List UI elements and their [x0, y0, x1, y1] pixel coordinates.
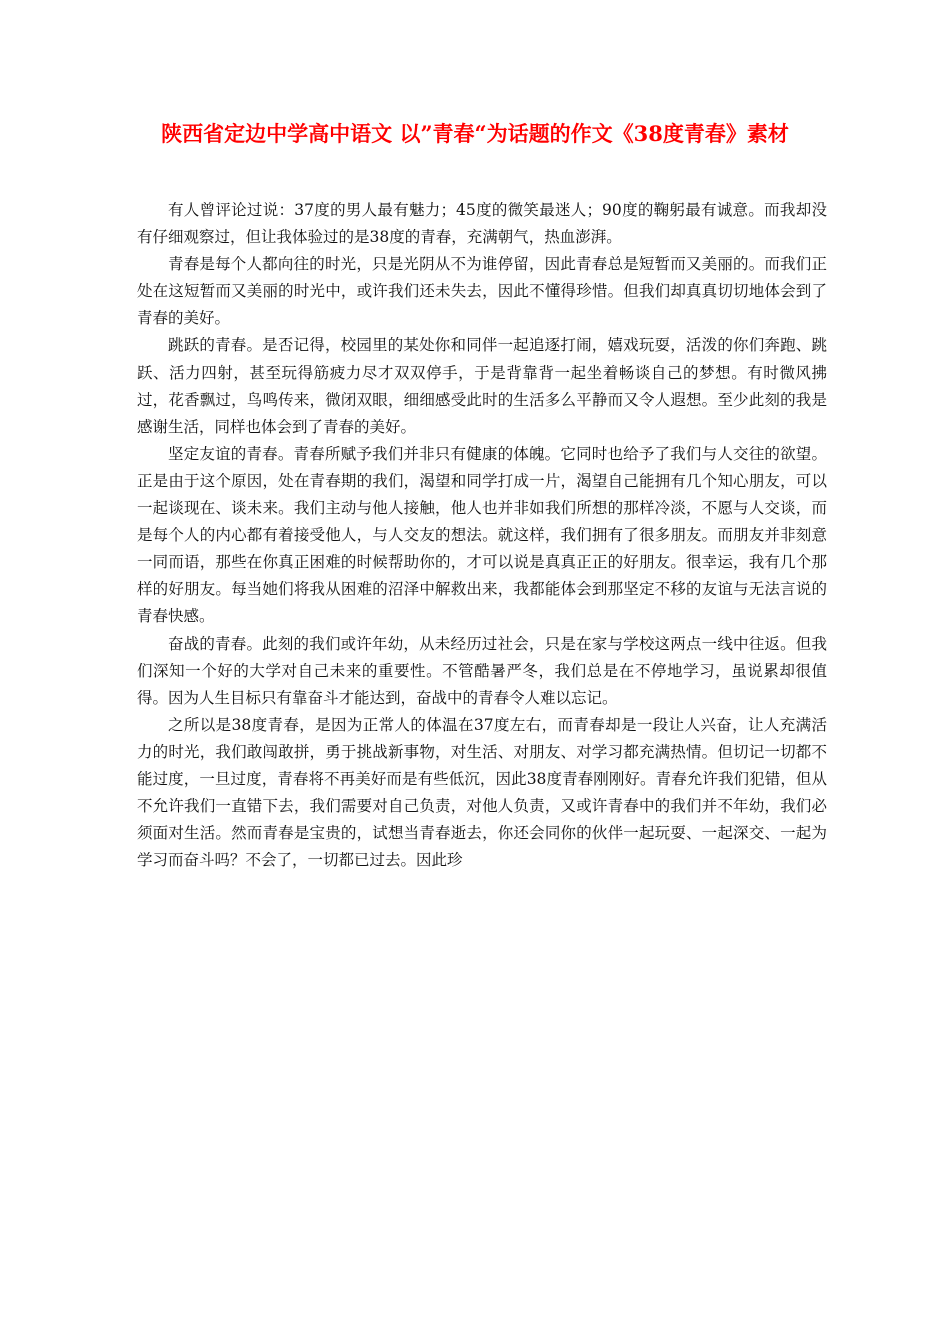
- document-body: [137, 197, 827, 874]
- paragraph: 跳跃的青春。是否记得，校园里的某处你和同伴一起追逐打闹，嬉戏玩耍，活泼的你们奔跑、跳跃、活力四射，甚至玩得筋疲力尽才双双停手，于是背靠背一起坐着畅谈自己的梦想。有时微风拂过，花香飘过，鸟鸣传来，微闭双眼，细细感受此时的生活多么平静而又令人遐想。至少此刻的我是感谢生活，同样也体会到了青春的美好。: [137, 336, 827, 436]
- paragraph: 坚定友谊的青春。青春所赋予我们并非只有健康的体魄。它同时也给予了我们与人交往的欲望。正是由于这个原因，处在青春期的我们，渴望和同学打成一片，渴望自己能拥有几个知心朋友，可以一起谈现在、谈未来。我们主动与他人接触，他人也并非如我们所想的那样冷淡，不愿与人交谈，而是每个人的内心都有着接受他人，与人交友的想法。就这样，我们拥有了很多朋友。而朋友并非刻意一同而语，那些在你真正困难的时候帮助你的，才可以说是真真正正的好朋友。很幸运，我有几个那样的好朋友。每当她们将我从困难的沼泽中解救出来，我都能体会到那坚定不移的友谊与无法言说的青春快感。: [137, 444, 827, 626]
- paragraph: 之所以是38度青春，是因为正常人的体温在37度左右，而青春却是一段让人兴奋，让人充满活力的时光，我们敢闯敢拼，勇于挑战新事物，对生活、对朋友、对学习都充满热情。但切记一切都不能过度，一旦过度，青春将不再美好而是有些低沉，因此38度青春刚刚好。青春允许我们犯错，但从不允许我们一直错下去，我们需要对自己负责，对他人负责，又或许青春中的我们并不年幼，我们必须面对生活。然而青春是宝贵的，试想当青春逝去，你还会同你的伙伴一起玩耍、一起深交、一起为学习而奋斗吗？不会了，一切都已过去。因此珍: [137, 715, 827, 870]
- paragraph: 有人曾评论过说：37度的男人最有魅力；45度的微笑最迷人；90度的鞠躬最有诚意。而我却没有仔细观察过，但让我体验过的是38度的青春，充满朝气，热血澎湃。: [137, 201, 827, 247]
- document-title: 陕西省定边中学高中语文 以”青春“为话题的作文《38度青春》素材: [161, 121, 789, 146]
- paragraph: 奋战的青春。此刻的我们或许年幼，从未经历过社会，只是在家与学校这两点一线中往返。但我们深知一个好的大学对自己未来的重要性。不管酷暑严冬，我们总是在不停地学习，虽说累却很值得。因为人生目标只有靠奋斗才能达到，奋战中的青春令人难以忘记。: [137, 634, 827, 707]
- paragraph: 青春是每个人都向往的时光，只是光阴从不为谁停留，因此青春总是短暂而又美丽的。而我们正处在这短暂而又美丽的时光中，或许我们还未失去，因此不懂得珍惜。但我们却真真切切地体会到了青春的美好。: [137, 255, 827, 328]
